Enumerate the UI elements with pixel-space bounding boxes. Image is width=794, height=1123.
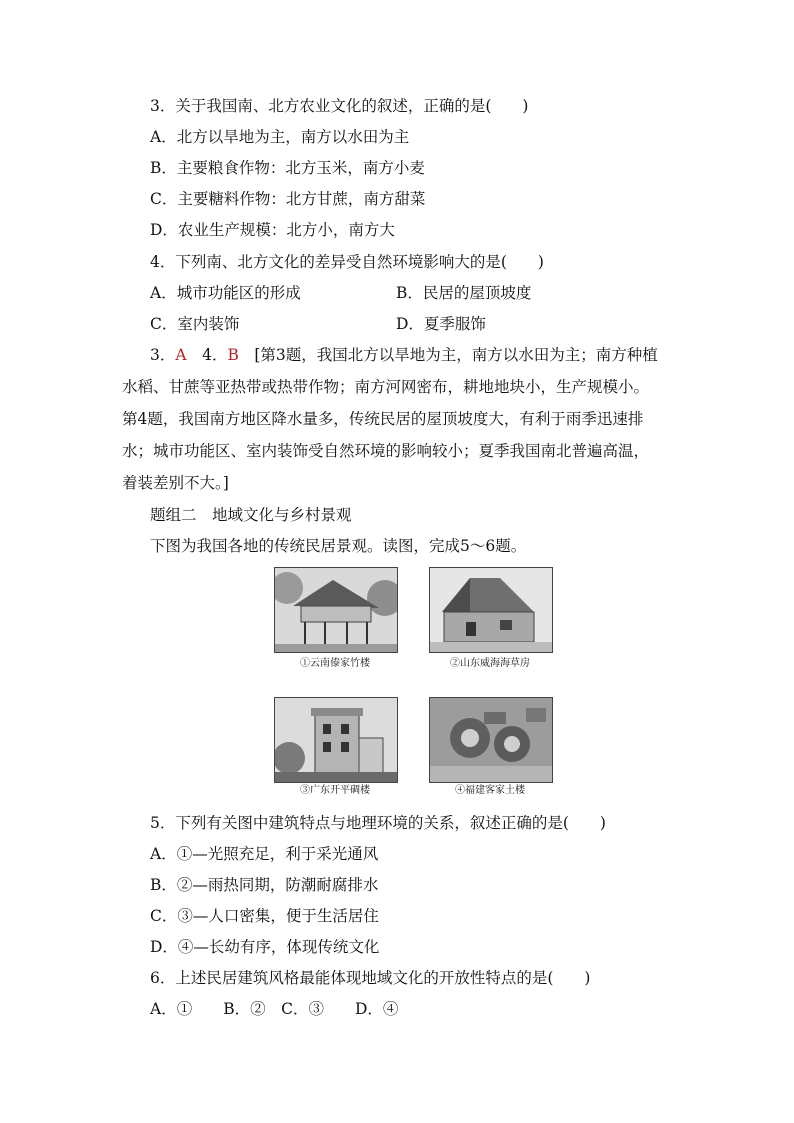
answer-q3: A (175, 346, 187, 364)
photo-dai-bamboo-house (274, 567, 398, 653)
photo-seaweed-house (429, 567, 553, 653)
q3-option-d: D．农业生产规模：北方小，南方大 (150, 221, 395, 239)
photo-kaiping-diaolou (274, 697, 398, 783)
caption-1: ①云南傣家竹楼 (300, 658, 370, 669)
q3-option-b: B．主要粮食作物：北方玉米，南方小麦 (150, 159, 425, 177)
answer-line-2: 水稻、甘蔗等亚热带或热带作物；南方河网密布，耕地地块小，生产规模小。 (122, 378, 650, 396)
q5-stem: 5．下列有关图中建筑特点与地理环境的关系，叙述正确的是( ) (150, 814, 606, 832)
q3-option-a: A．北方以旱地为主，南方以水田为主 (150, 128, 410, 146)
answer-line-1: 3．A 4．B [第3题，我国北方以旱地为主，南方以水田为主；南方种植 (150, 346, 658, 364)
answer-line-5: 着装差别不大。] (122, 474, 229, 492)
q4-option-c: C．室内装饰 (150, 315, 240, 333)
answer-line-4: 水；城市功能区、室内装饰受自然环境的影响较小；夏季我国南北普遍高温， (122, 442, 650, 460)
q5-option-c: C．③—人口密集，便于生活居住 (150, 907, 379, 925)
photo-hakka-tulou (429, 697, 553, 783)
q3-option-c: C．主要糖料作物：北方甘蔗，南方甜菜 (150, 190, 426, 208)
q6-stem: 6．上述民居建筑风格最能体现地域文化的开放性特点的是( ) (150, 969, 591, 987)
caption-3: ③广东开平碉楼 (300, 785, 370, 796)
caption-4: ④福建客家土楼 (455, 785, 525, 796)
group-title: 题组二 地域文化与乡村景观 (150, 506, 352, 524)
q4-option-a: A．城市功能区的形成 (150, 284, 301, 302)
group-intro: 下图为我国各地的传统民居景观。读图，完成5～6题。 (150, 537, 527, 555)
q4-stem: 4．下列南、北方文化的差异受自然环境影响大的是( ) (150, 253, 544, 271)
q5-option-d: D．④—长幼有序，体现传统文化 (150, 938, 380, 956)
q3-stem: 3．关于我国南、北方农业文化的叙述，正确的是( ) (150, 97, 529, 115)
q5-option-a: A．①—光照充足，利于采光通风 (150, 845, 379, 863)
q4-option-d: D．夏季服饰 (396, 315, 486, 333)
answer-q4: B (227, 346, 239, 364)
caption-2: ②山东威海海草房 (450, 658, 530, 669)
q6-options: A．① B．② C．③ D．④ (150, 1000, 399, 1018)
q5-option-b: B．②—雨热同期，防潮耐腐排水 (150, 876, 379, 894)
q4-option-b: B．民居的屋顶坡度 (396, 284, 532, 302)
answer-line-3: 第4题，我国南方地区降水量多，传统民居的屋顶坡度大，有利于雨季迅速排 (122, 410, 644, 428)
